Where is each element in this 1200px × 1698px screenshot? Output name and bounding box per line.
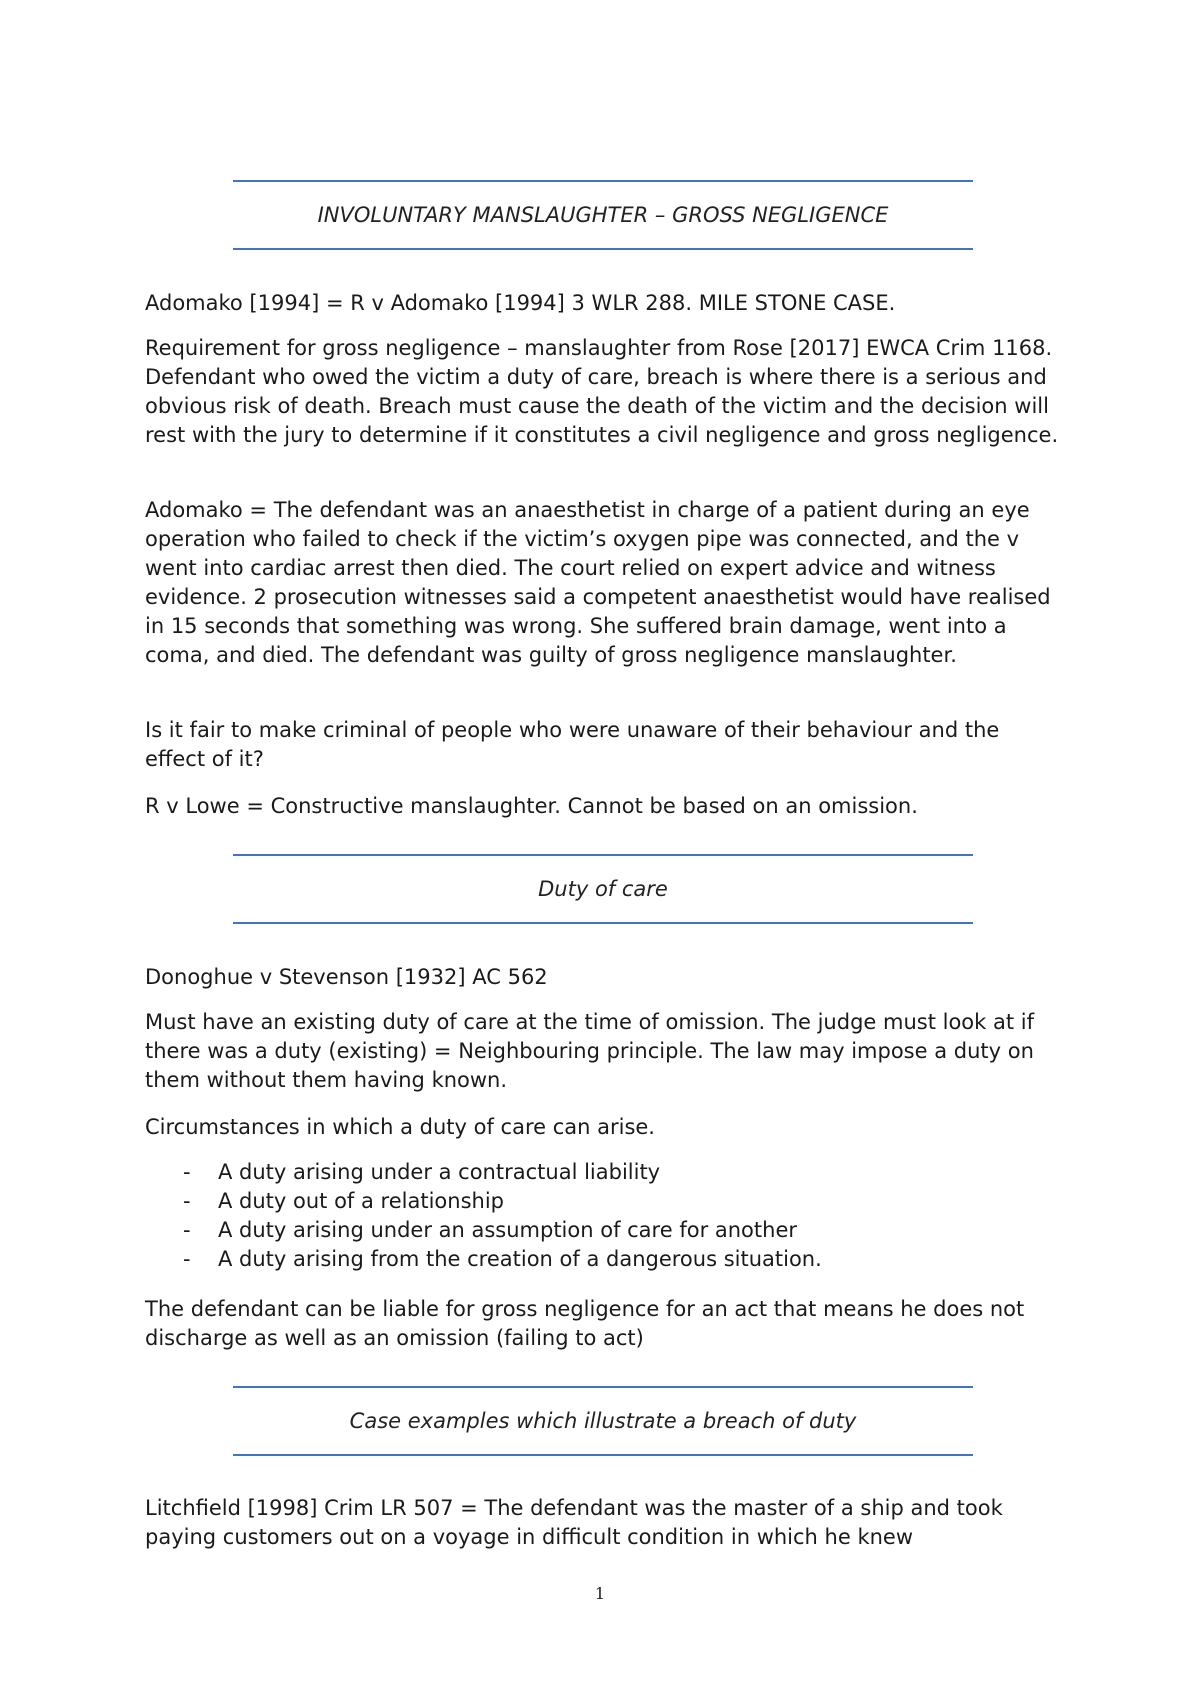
heading-text: Duty of care [538,877,668,901]
heading-breach-examples [233,1386,973,1456]
page-number: 1 [594,1584,606,1603]
list-item: - A duty arising under a contractual liability [145,1158,1045,1187]
paragraph-litchfield: Litchfield [1998] Crim LR 507 = The defendant was the master of a ship and took paying customers out on a voyage in difficult condition in which he knew [145,1496,1003,1549]
paragraph-existing-duty: Must have an existing duty of care at the time of omission. The judge must look at if there was a duty (existing) = Neighbouring principle. The law may impose a duty on them without them having known. [145,1010,1034,1092]
list-item: - A duty out of a relationship [145,1187,1045,1216]
list-dash: - [183,1218,191,1242]
list-item: - A duty arising under an assumption of care for another [145,1216,1045,1245]
heading-text: INVOLUNTARY MANSLAUGHTER – GROSS NEGLIGENCE [317,203,889,227]
list-item: - A duty arising from the creation of a dangerous situation. [145,1245,1045,1274]
paragraph-fairness-question: Is it fair to make criminal of people who were unaware of their behaviour and the effect of it? [145,718,1000,771]
duty-list [145,1158,1045,1274]
paragraph-adomako-facts: Adomako = The defendant was an anaesthetist in charge of a patient during an eye operation who failed to check if the victim’s oxygen pipe was connected, and the v went into cardiac arrest then died. The court relied on expert advice and witness evidence. 2 prosecution witnesses said a competent anaesthetist would have realised in 15 seconds that something was wrong. She suffered brain damage, went into a coma, and died. The defendant was guilty of gross negligence manslaughter. [145,498,1051,667]
paragraph-circumstances: Circumstances in which a duty of care can arise. [145,1115,655,1139]
paragraph-requirement: Requirement for gross negligence – manslaughter from Rose [2017] EWCA Crim 1168. Defendant who owed the victim a duty of care, breach is where there is a serious and obvious risk of death. Breach must cause the death of the victim and the decision will rest with the jury to determine if it constitutes a civil negligence and gross negligence. [145,336,1059,447]
list-dash: - [183,1189,191,1213]
list-dash: - [183,1247,191,1271]
paragraph-liability: The defendant can be liable for gross negligence for an act that means he does not discharge as well as an omission (failing to act) [145,1297,1025,1350]
paragraph-donoghue: Donoghue v Stevenson [1932] AC 562 [145,965,548,989]
list-dash: - [183,1160,191,1184]
paragraph-adomako-citation: Adomako [1994] = R v Adomako [1994] 3 WLR 288. MILE STONE CASE. [145,291,896,315]
heading-duty-of-care [233,854,973,924]
heading-text: Case examples which illustrate a breach of duty [349,1409,857,1433]
heading-involuntary-manslaughter [233,180,973,250]
paragraph-r-v-lowe: R v Lowe = Constructive manslaughter. Cannot be based on an omission. [145,794,918,818]
